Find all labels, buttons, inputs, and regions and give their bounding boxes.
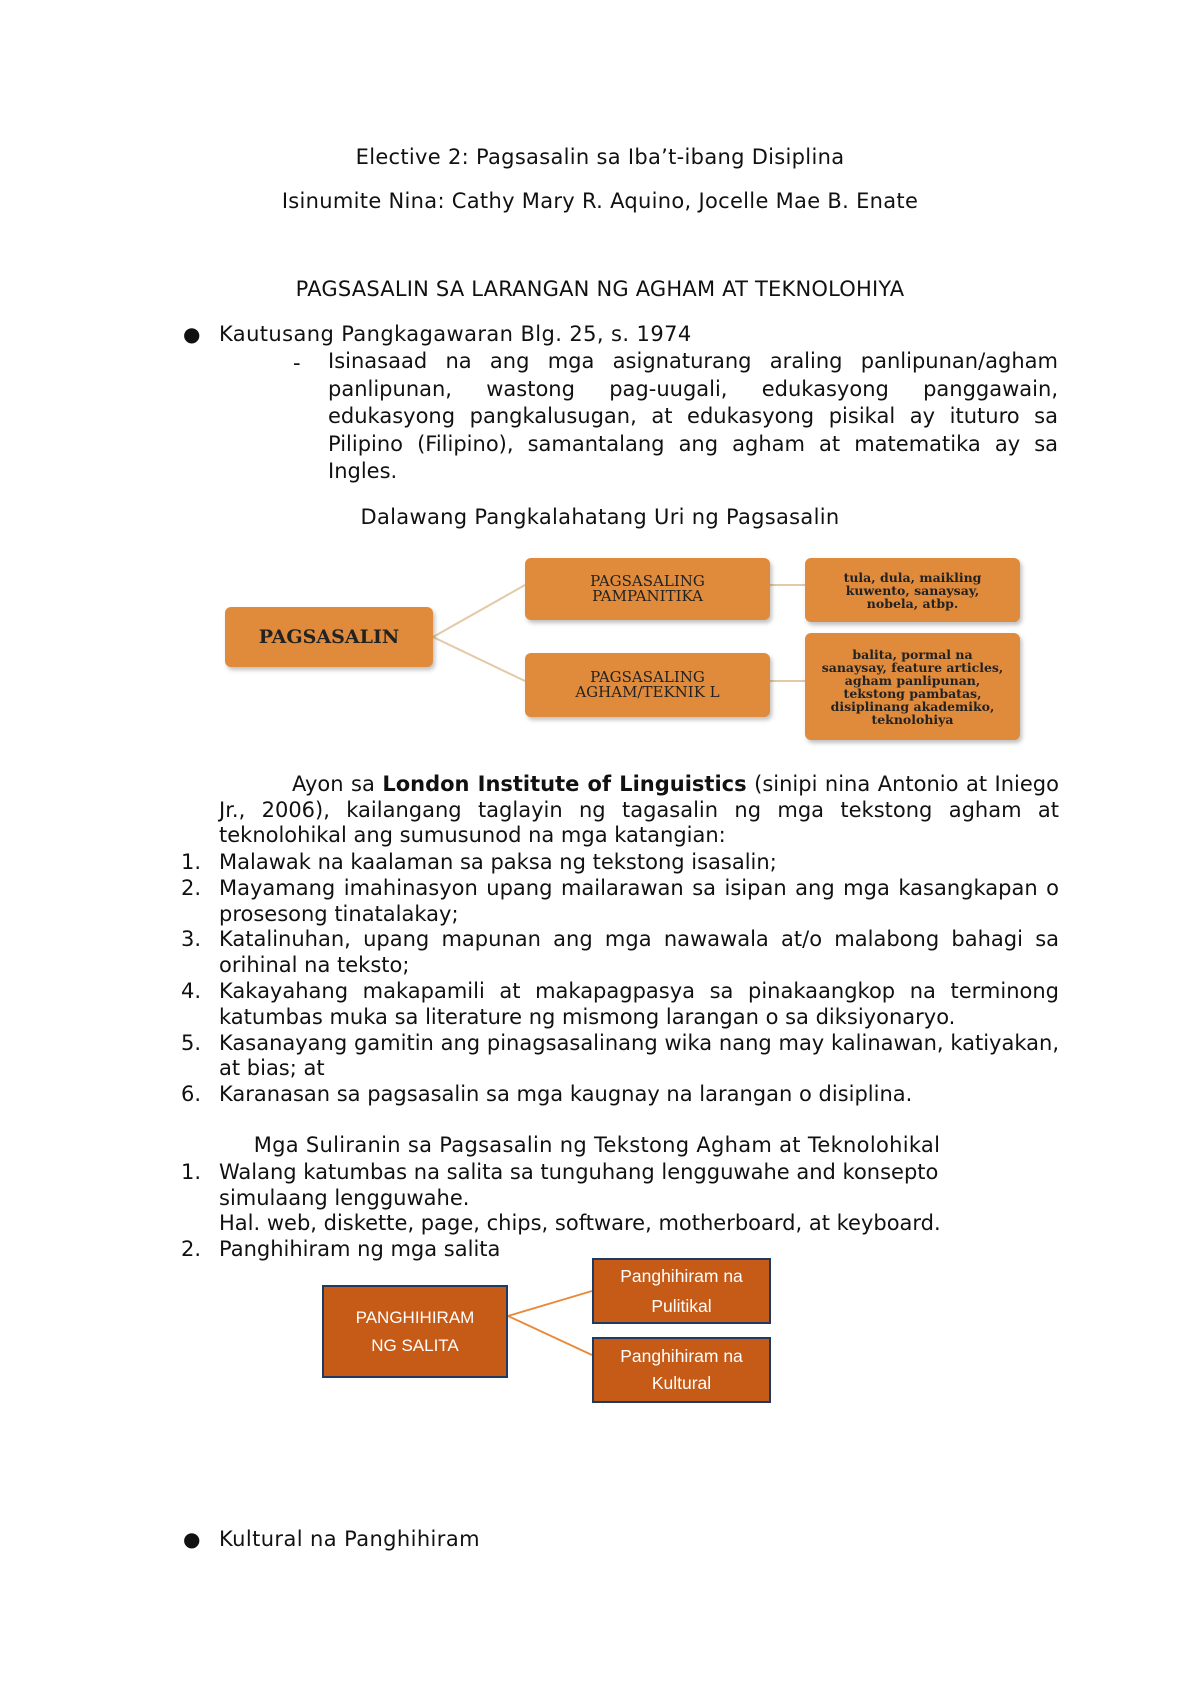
list-item-text: Karanasan sa pagsasalin sa mga kaugnay na larangan o disiplina.	[219, 1082, 913, 1107]
section1-paragraph: Isinasaad na ang mga asignaturang araling panlipunan/agham panlipunan, wastong pag-uugali, edukasyong panggawain, edukasyong pangkalusugan, at edukasyong pisikal ay ituturo sa Pilipino (Filipino), samantalang ang agham at matematika ay sa Ingles.	[328, 349, 1058, 484]
diagram1-branch2-desc: balita, pormal na sanaysay, feature articles, agham panlipunan, tekstong pambatas, disiplinang akademiko, teknolohiya	[805, 633, 1020, 740]
list-number: 3.	[181, 927, 202, 952]
document-title: Elective 2: Pagsasalin sa Iba’t-ibang Disiplina	[355, 145, 845, 169]
problems-list	[181, 1160, 1059, 1262]
list-item-text: Panghihiram ng mga salita	[219, 1236, 501, 1261]
list-number: 5.	[181, 1030, 202, 1055]
diagram2-branch2-box: Panghihiram na Kultural	[592, 1337, 771, 1403]
list-item	[181, 927, 1059, 979]
diagram1-branch2-box: PAGSASALING AGHAM/TEKNIK L	[525, 653, 770, 717]
intro-suffix: (sinipi nina Antonio at Iniego Jr., 2006), kailangang taglayin ng tagasalin ng mga tekstong agham at teknolohikal ang sumusunod na mga katangian:	[219, 772, 1059, 847]
list-item	[181, 1082, 1059, 1108]
list-number: 1.	[181, 850, 202, 874]
list-number: 4.	[181, 978, 202, 1003]
list-number: 2.	[181, 875, 202, 900]
list-item	[181, 1031, 1059, 1083]
dash-marker: -	[293, 351, 301, 375]
main-heading: PAGSASALIN SA LARANGAN NG AGHAM AT TEKNOLOHIYA	[295, 277, 905, 301]
intro-paragraph	[219, 772, 1059, 849]
section1-bullet-heading: Kautusang Pangkagawaran Blg. 25, s. 1974	[219, 322, 692, 346]
bullet-icon: ●	[183, 1527, 201, 1551]
list-item	[181, 979, 1059, 1031]
list-number: 1.	[181, 1160, 202, 1184]
list-item-text: Kasanayang gamitin ang pinagsasalinang wika nang may kalinawan, katiyakan, at bias; at	[219, 1030, 1059, 1081]
list-number: 2.	[181, 1236, 202, 1261]
list-item-text: Malawak na kaalaman sa paksa ng tekstong isasalin;	[219, 850, 777, 874]
list-item-text: Walang katumbas na salita sa tunguhang lengguwahe and konsepto simulaang lengguwahe.	[219, 1160, 939, 1210]
intro-prefix: Ayon sa	[292, 772, 383, 796]
last-bullet-heading: Kultural na Panghihiram	[219, 1527, 480, 1551]
diagram1-branch1-desc: tula, dula, maikling kuwento, sanaysay, nobela, atbp.	[805, 558, 1020, 622]
bullet-icon: ●	[183, 322, 201, 346]
diagram1-root-box: PAGSASALIN	[225, 607, 433, 667]
connector-line	[508, 1291, 592, 1316]
diagram1-branch1-box: PAGSASALING PAMPANITIKA	[525, 558, 770, 620]
diagram2-branch1-box: Panghihiram na Pulitikal	[592, 1258, 771, 1324]
list-item-example: Hal. web, diskette, page, chips, software, motherboard, at keyboard.	[219, 1211, 941, 1235]
connector-line	[433, 585, 525, 637]
diagram2-root-box: PANGHIHIRAM NG SALITA	[322, 1285, 508, 1378]
qualities-list	[181, 850, 1059, 1108]
diagram1-heading: Dalawang Pangkalahatang Uri ng Pagsasalin	[360, 505, 840, 529]
list-item-text: Katalinuhan, upang mapunan ang mga nawawala at/o malabong bahagi sa orihinal na teksto;	[219, 927, 1059, 978]
list-item	[181, 850, 1059, 876]
connector-line	[433, 637, 525, 681]
authors-line: Isinumite Nina: Cathy Mary R. Aquino, Jocelle Mae B. Enate	[281, 189, 919, 213]
list-item-text: Mayamang imahinasyon upang mailarawan sa isipan ang mga kasangkapan o prosesong tinatalakay;	[219, 875, 1059, 926]
intro-bold-source: London Institute of Linguistics	[382, 772, 747, 796]
list-item	[181, 1160, 1059, 1237]
list-item-text: Kakayahang makapamili at makapagpasya sa pinakaangkop na terminong katumbas muka sa literature ng mismong larangan o sa diksiyonaryo.	[219, 978, 1059, 1029]
list-number: 6.	[181, 1082, 202, 1107]
problems-heading: Mga Suliranin sa Pagsasalin ng Tekstong Agham at Teknolohikal	[253, 1133, 941, 1157]
connector-line	[508, 1316, 592, 1355]
list-item	[181, 876, 1059, 928]
